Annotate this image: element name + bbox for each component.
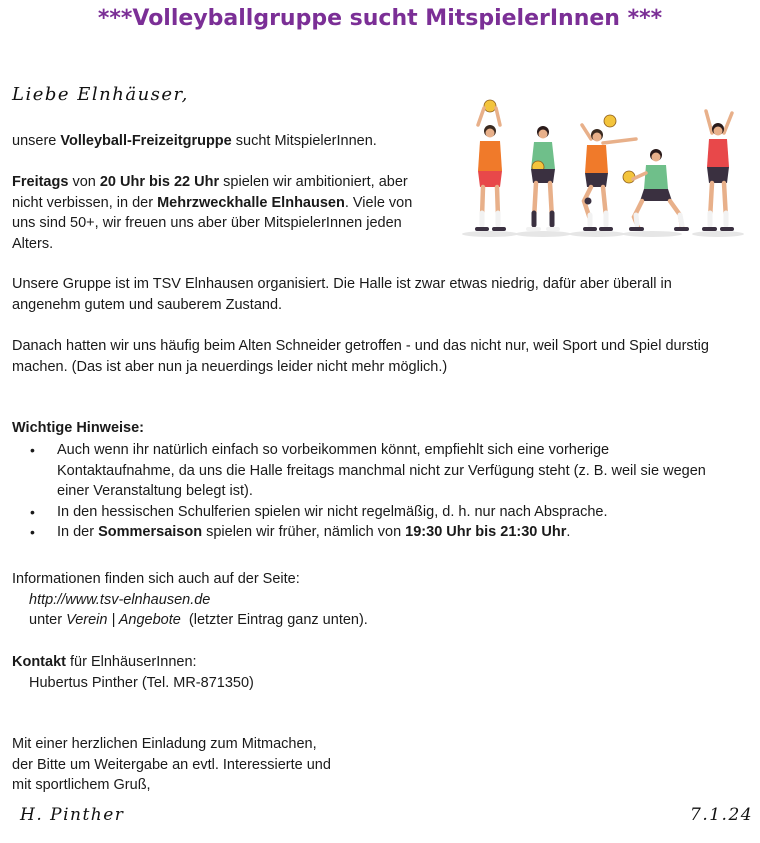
player-icon — [623, 149, 687, 229]
greeting: Liebe Elnhäuser, — [12, 84, 189, 105]
group-name: Volleyball-Freizeitgruppe — [60, 133, 232, 149]
contact-label: Kontakt — [12, 654, 66, 670]
volleyball-players-illustration — [460, 95, 745, 245]
play-day: Freitags — [12, 174, 69, 190]
club-paragraph: Unsere Gruppe ist im TSV Elnhausen organisiert. Die Halle ist zwar etwas niedrig, dafür aber überall in angenehm gutem und sauberem Zustand. — [12, 276, 672, 313]
play-time: 20 Uhr bis 22 Uhr — [99, 174, 220, 190]
afterwards-paragraph: Danach hatten wir uns häufig beim Alten Schneider getroffen - und das nicht nur, weil Sport und Spiel durstig machen. (Das ist aber nun ja neuerdings leider nicht mehr möglich.) — [12, 338, 709, 375]
signature: H. Pinther — [20, 805, 125, 825]
bullet-icon: • — [30, 442, 35, 458]
bullet-icon: • — [30, 524, 35, 540]
date: 7.1.24 — [690, 805, 754, 825]
info-paragraph: Informationen finden sich auch auf der Seite: http://www.tsv-elnhausen.de unter Verein | Angebote (letzter Eintrag ganz unten). — [12, 571, 368, 628]
notes-heading: Wichtige Hinweise: — [12, 420, 145, 436]
notes-list — [12, 440, 752, 543]
closing-paragraph: Mit einer herzlichen Einladung zum Mitmachen, der Bitte um Weitergabe an evtl. Interessierte und mit sportlichem Gruß, — [12, 736, 331, 793]
bullet-icon: • — [30, 503, 35, 520]
contact-paragraph: Kontakt für ElnhäuserInnen: Hubertus Pinther (Tel. MR-871350) — [12, 654, 254, 691]
website-path: Verein | Angebote — [66, 612, 181, 628]
venue-name: Mehrzweckhalle Elnhausen — [157, 194, 345, 211]
intro-paragraph: unsere Volleyball-Freizeitgruppe sucht MitspielerInnen. — [12, 133, 377, 149]
website-link[interactable]: http://www.tsv-elnhausen.de — [29, 591, 211, 608]
schedule-paragraph: Freitags von 20 Uhr bis 22 Uhr spielen wir ambitioniert, aber nicht verbissen, in der Mehrzweckhalle Elnhausen. Viele von uns sind 50+, wir freuen uns aber über MitspielerInnen jeden Alters. — [12, 174, 413, 252]
contact-person: Hubertus Pinther (Tel. MR-871350) — [29, 674, 254, 691]
page-title: ***Volleyballgruppe sucht MitspielerInnen *** — [97, 6, 663, 31]
list-item: • In der Sommersaison spielen wir früher, nämlich von 19:30 Uhr bis 21:30 Uhr. — [12, 522, 752, 543]
player-icon — [477, 100, 504, 229]
list-item: • Auch wenn ihr natürlich einfach so vorbeikommen könnt, empfiehlt sich eine vorherige Kontaktaufnahme, da uns die Halle freitags manchmal nicht zur Verfügung steht (z. B. weil sie wegen einer Veranstaltung belegt ist). — [30, 442, 706, 499]
list-item: • In den hessischen Schulferien spielen wir nicht regelmäßig, d. h. nur nach Absprache. — [12, 502, 752, 523]
player-icon — [704, 111, 732, 229]
player-icon — [528, 126, 558, 229]
